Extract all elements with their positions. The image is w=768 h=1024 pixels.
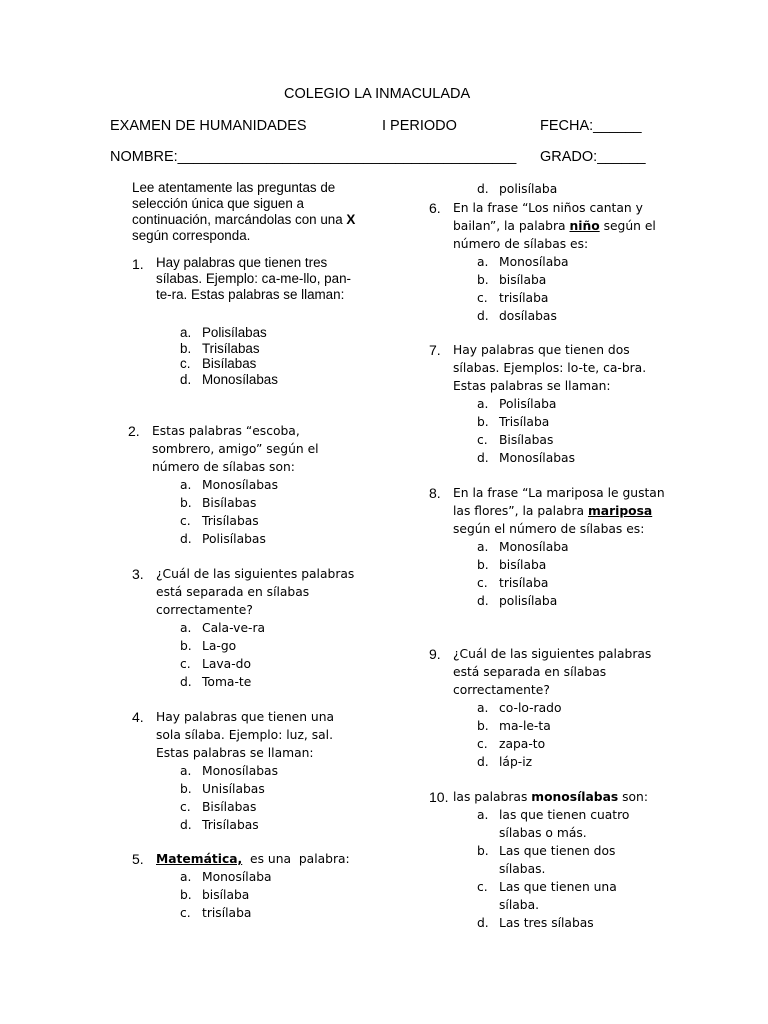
option-letter: d. — [180, 532, 192, 546]
option-letter: b. — [477, 558, 489, 572]
option-text: Monosílabas — [202, 478, 278, 492]
option-c[interactable] — [477, 289, 669, 307]
option-letter: b. — [180, 639, 192, 653]
option-b[interactable] — [477, 413, 669, 431]
option-letter: a. — [180, 870, 192, 884]
question-stem: ¿Cuál de las siguientes palabras está separada en sílabas correctamente? — [453, 647, 652, 697]
option-text: Bisílabas — [202, 800, 257, 814]
option-letter: c. — [477, 433, 488, 447]
option-letter: c. — [180, 514, 191, 528]
question-number: 7. — [429, 342, 441, 358]
option-a[interactable] — [180, 868, 392, 886]
option-letter: a. — [477, 701, 489, 715]
exam-title: EXAMEN DE HUMANIDADES — [110, 118, 307, 134]
question-number: 10. — [429, 789, 449, 805]
stem-underlined-word: Matemática, — [156, 852, 243, 866]
option-b[interactable] — [180, 637, 372, 655]
option-d[interactable] — [180, 673, 372, 691]
stem-underlined-word: niño — [569, 219, 600, 233]
question-5-continued — [477, 180, 677, 198]
option-text: trisílaba — [202, 906, 252, 920]
stem-text: En la frase “La mariposa le gustan las flores”, la palabra — [453, 486, 665, 518]
question-7 — [429, 341, 669, 467]
option-text: Monosílabas — [202, 764, 278, 778]
instructions — [132, 180, 364, 244]
stem-text-end: según el número de sílabas es: — [453, 522, 645, 536]
option-letter: c. — [477, 576, 488, 590]
question-number: 2. — [128, 423, 140, 439]
option-b[interactable] — [180, 780, 372, 798]
option-d[interactable] — [180, 816, 372, 834]
option-letter: a. — [477, 540, 489, 554]
option-a[interactable] — [180, 619, 372, 637]
option-b[interactable] — [477, 271, 669, 289]
option-letter: c. — [180, 356, 191, 371]
question-stem: Hay palabras que tienen dos sílabas. Ejemplos: lo-te, ca-bra. Estas palabras se llaman: — [453, 343, 647, 393]
option-letter: a. — [477, 397, 489, 411]
option-letter: a. — [180, 478, 192, 492]
grade-field: GRADO:______ — [540, 149, 646, 165]
option-text: Monosílabas — [202, 371, 278, 387]
school-title: COLEGIO LA INMACULADA — [284, 86, 471, 102]
option-text: Trisílabas — [202, 818, 259, 832]
question-3 — [132, 565, 372, 691]
option-text: trisílaba — [499, 291, 549, 305]
option-letter: a. — [477, 255, 489, 269]
option-b[interactable] — [180, 886, 392, 904]
option-letter: a. — [180, 764, 192, 778]
option-text: Las que tienen dos sílabas. — [499, 844, 616, 876]
option-a[interactable] — [180, 325, 372, 341]
option-c[interactable] — [477, 735, 669, 753]
option-c[interactable] — [180, 655, 372, 673]
option-text: Polisílabas — [202, 325, 267, 340]
question-stem: Hay palabras que tienen una sola sílaba. Ejemplo: luz, sal. Estas palabras se llaman: — [156, 710, 335, 760]
option-text: Polisílabas — [202, 532, 266, 546]
option-c[interactable] — [477, 878, 679, 914]
option-text: bisílaba — [202, 888, 250, 902]
option-d[interactable] — [180, 530, 368, 548]
question-number: 6. — [429, 200, 441, 216]
option-b[interactable] — [180, 341, 372, 357]
option-c[interactable] — [477, 431, 669, 449]
question-number: 9. — [429, 646, 441, 662]
question-9 — [429, 645, 669, 771]
option-letter: d. — [180, 818, 192, 832]
option-text: trisílaba — [499, 576, 549, 590]
name-field: NOMBRE:__________________________________________ — [110, 149, 517, 165]
question-5 — [132, 850, 392, 922]
question-8 — [429, 484, 669, 610]
option-letter: a. — [180, 325, 192, 340]
option-text: Trisílaba — [499, 415, 550, 429]
question-stem — [156, 850, 386, 868]
option-d[interactable] — [477, 592, 669, 610]
stem-text-end: son: — [618, 790, 648, 804]
option-text: Las que tienen una sílaba. — [499, 880, 617, 912]
option-a[interactable] — [180, 476, 368, 494]
stem-rest: es una palabra: — [242, 852, 350, 866]
question-stem: ¿Cuál de las siguientes palabras está separada en sílabas correctamente? — [156, 567, 355, 617]
option-a[interactable] — [180, 762, 372, 780]
option-text: Bisílabas — [202, 356, 257, 371]
option-text: Trisílabas — [202, 514, 259, 528]
option-b[interactable] — [477, 842, 679, 878]
option-a[interactable] — [477, 253, 669, 271]
option-letter: b. — [477, 844, 489, 858]
option-d[interactable] — [180, 372, 372, 388]
instructions-text-end: según corresponda. — [132, 228, 251, 243]
option-c[interactable] — [477, 574, 669, 592]
date-field: FECHA:______ — [540, 118, 642, 134]
option-text: Monosílaba — [499, 255, 569, 269]
option-text: ma-le-ta — [499, 719, 551, 733]
option-text: zapa-to — [499, 737, 546, 751]
option-text: Bisílabas — [202, 496, 257, 510]
option-c[interactable] — [180, 356, 372, 372]
option-b[interactable] — [180, 494, 368, 512]
option-text: bisílaba — [499, 273, 547, 287]
question-number: 5. — [132, 851, 144, 867]
option-letter: b. — [180, 340, 192, 356]
option-letter: c. — [477, 291, 488, 305]
question-2 — [128, 422, 368, 548]
option-letter: d. — [180, 675, 192, 689]
option-text: co-lo-rado — [499, 701, 562, 715]
option-text: Cala-ve-ra — [202, 621, 266, 635]
option-letter: b. — [477, 719, 489, 733]
question-stem — [453, 788, 673, 806]
question-stem: Hay palabras que tienen tres sílabas. Ejemplo: ca-me-llo, pan-te-ra. Estas palabras se llaman: — [156, 255, 351, 302]
option-text: Toma-te — [202, 675, 252, 689]
question-10 — [429, 788, 679, 932]
option-letter: b. — [180, 496, 192, 510]
option-letter: d. — [180, 371, 192, 387]
stem-bold-word: monosílabas — [531, 790, 619, 804]
stem-underlined-word: mariposa — [587, 504, 653, 518]
instructions-mark: X — [346, 212, 356, 227]
stem-text: las palabras — [453, 790, 532, 804]
option-text: Lava-do — [202, 657, 251, 671]
option-letter: b. — [180, 782, 192, 796]
option-text: polisílaba — [499, 594, 558, 608]
option-letter: d. — [477, 594, 489, 608]
question-number: 8. — [429, 485, 441, 501]
option-letter: c. — [477, 737, 488, 751]
option-text: láp-iz — [499, 755, 533, 769]
option-a[interactable] — [477, 395, 669, 413]
option-letter: c. — [477, 880, 488, 894]
option-d[interactable] — [477, 449, 669, 467]
question-stem: Estas palabras “escoba, sombrero, amigo” según el número de sílabas son: — [152, 424, 319, 474]
option-c[interactable] — [180, 798, 372, 816]
option-text: las que tienen cuatro sílabas o más. — [499, 808, 630, 840]
option-a[interactable] — [477, 699, 669, 717]
period-label: I PERIODO — [382, 118, 457, 134]
option-a[interactable] — [477, 806, 679, 842]
option-letter: c. — [180, 906, 191, 920]
option-letter: d. — [477, 309, 489, 323]
option-text: Monosílabas — [499, 451, 575, 465]
option-letter: c. — [180, 800, 191, 814]
option-d[interactable] — [477, 307, 669, 325]
option-letter: b. — [180, 888, 192, 902]
option-text: Las tres sílabas — [499, 916, 594, 930]
stem-text-end: según el número de sílabas es: — [453, 219, 656, 251]
option-text: Bisílabas — [499, 433, 554, 447]
option-c[interactable] — [180, 512, 368, 530]
option-letter: a. — [477, 808, 489, 822]
stem-text: En la frase “Los niños cantan y bailan”, la palabra — [453, 201, 643, 233]
option-letter: d. — [477, 451, 489, 465]
option-text: Monosílaba — [202, 870, 272, 884]
question-1 — [132, 255, 372, 387]
option-d[interactable] — [477, 914, 679, 932]
option-text: Trisílabas — [202, 340, 260, 356]
option-text: dosílabas — [499, 309, 557, 323]
option-d[interactable] — [477, 753, 669, 771]
option-text: Unisílabas — [202, 782, 265, 796]
instructions-text: Lee atentamente las preguntas de selección única que siguen a continuación, marcándolas con una — [132, 180, 347, 227]
option-letter: d. — [477, 755, 489, 769]
option-text: Polisílaba — [499, 397, 557, 411]
option-c[interactable] — [180, 904, 392, 922]
option-letter: d. — [477, 916, 489, 930]
option-text: La-go — [202, 639, 237, 653]
question-6 — [429, 199, 669, 325]
option-b[interactable] — [477, 717, 669, 735]
option-letter: c. — [180, 657, 191, 671]
question-number: 1. — [132, 256, 144, 272]
option-letter: a. — [180, 621, 192, 635]
question-stem — [453, 199, 665, 253]
option-b[interactable] — [477, 556, 669, 574]
option-text: Monosílaba — [499, 540, 569, 554]
option-text: bisílaba — [499, 558, 547, 572]
option-text: polisílaba — [499, 182, 558, 196]
question-number: 4. — [132, 709, 144, 725]
question-4 — [132, 708, 372, 834]
option-letter: d. — [477, 182, 489, 196]
option-a[interactable] — [477, 538, 669, 556]
option-letter: b. — [477, 415, 489, 429]
option-d[interactable] — [477, 180, 677, 198]
question-number: 3. — [132, 566, 144, 582]
question-stem — [453, 484, 665, 538]
option-letter: b. — [477, 273, 489, 287]
